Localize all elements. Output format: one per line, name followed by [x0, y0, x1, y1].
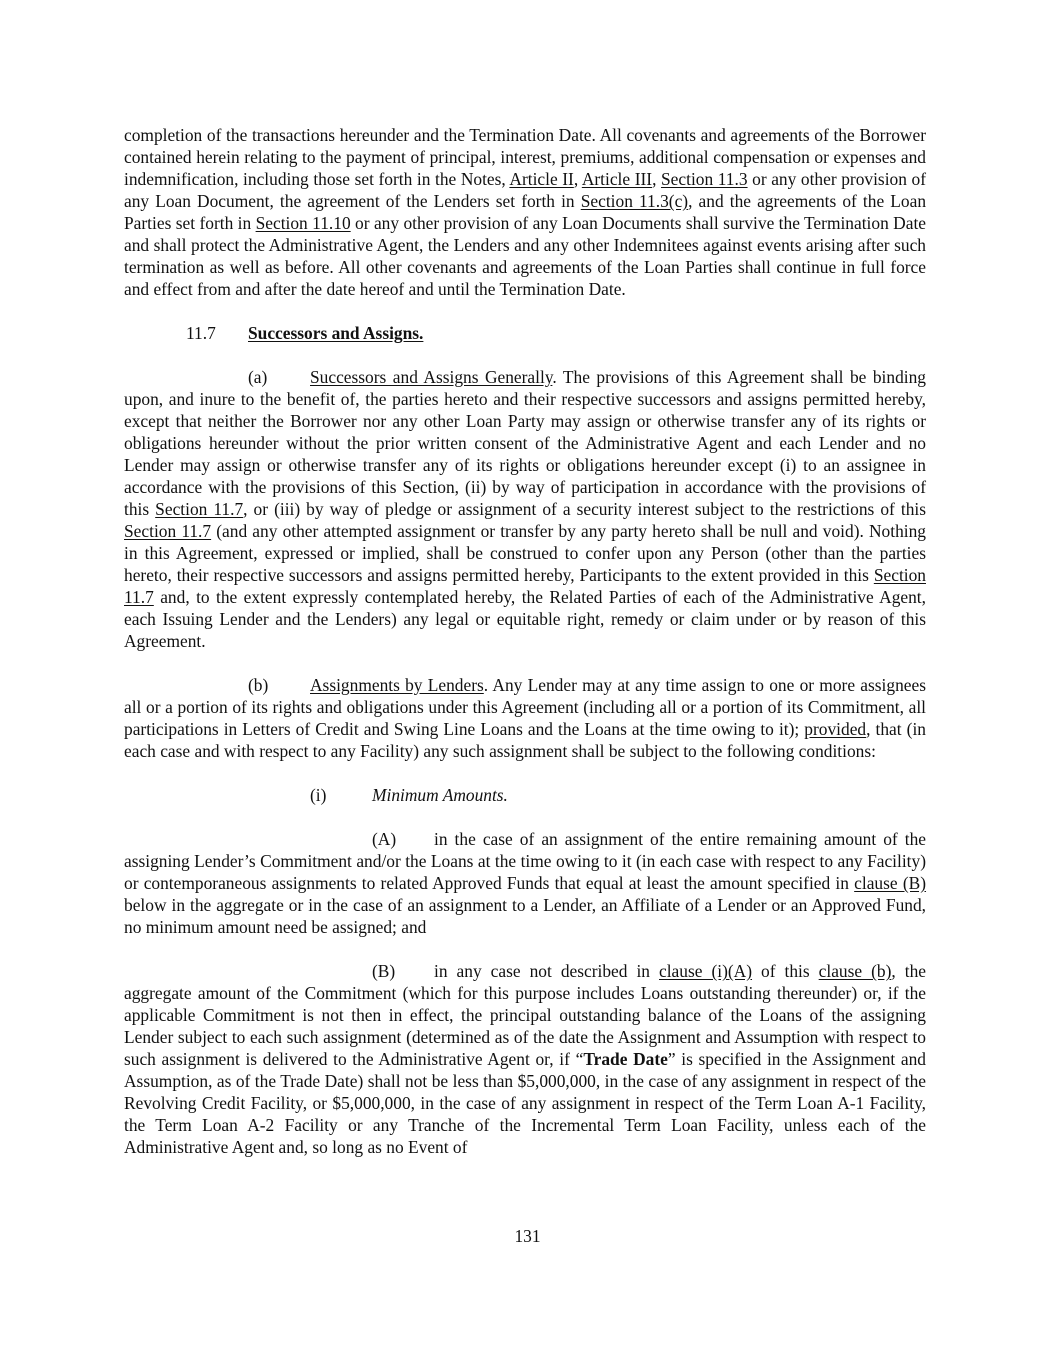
- ref-clause-b: clause (B): [854, 873, 927, 893]
- term-trade-date: Trade Date: [583, 1049, 668, 1069]
- page-number: 131: [514, 1226, 541, 1246]
- label-i: (i): [310, 785, 327, 805]
- ref-section-11-3: Section 11.3: [661, 169, 748, 189]
- ref-article-iii: Article III: [581, 169, 653, 189]
- heading-successors-generally: Successors and Assigns Generally: [310, 367, 553, 387]
- label-B: (B): [372, 961, 396, 981]
- ref-section-11-7: Section 11.7: [124, 565, 926, 607]
- heading-assignments-by-lenders: Assignments by Lenders: [310, 675, 484, 695]
- paragraph-survival: completion of the transactions hereunder and the Termination Date. All covenants and agreements of the Borrower contained herein relating to the payment of principal, interest, premiums, additional compensation or expenses and indemnification, including those set forth in the Notes, Article II, Article III, Section 11.3 or any other provision of any Loan Document, the agreement of the Lenders set forth in Section 11.3(c), and the agreements of the Loan Parties set forth in Section 11.10 or any other provision of any Loan Documents shall survive the Termination Date and shall protect the Administrative Agent, the Lenders and any other Indemnitees against events arising after such termination as well as before. All other covenants and agreements of the Loan Parties shall continue in full force and effect from and after the date hereof and until the Termination Date.: [124, 125, 927, 299]
- ref-section-11-10: Section 11.10: [255, 213, 351, 233]
- label-A: (A): [372, 829, 397, 849]
- term-provided: provided: [804, 719, 867, 739]
- ref-section-11-7: Section 11.7: [124, 521, 212, 541]
- paragraph-a: (a) Successors and Assigns Generally. The provisions of this Agreement shall be binding upon, and inure to the benefit of, the parties hereto and their respective successors and assigns permitted hereby, except that neither the Borrower nor any other Loan Party may assign or otherwise transfer any of its rights or obligations hereunder without the prior written consent of the Administrative Agent and each Lender and no Lender may assign or otherwise transfer any of its rights or obligations hereunder except (i) to an assignee in accordance with the provisions of this Section, (ii) by way of participation in accordance with the provisions of this Section 11.7, or (iii) by way of pledge or assignment of a security interest subject to the restrictions of this Section 11.7 (and any other attempted assignment or transfer by any party hereto shall be null and void). Nothing in this Agreement, expressed or implied, shall be construed to confer upon any Person (other than the parties hereto, their respective successors and assigns permitted hereby, Participants to the extent provided in this Section 11.7 and, to the extent expressly contemplated hereby, the Related Parties of each of the Administrative Agent, each Issuing Lender and the Lenders) any legal or equitable right, remedy or claim under or by reason of this Agreement.: [124, 367, 926, 651]
- ref-clause-i-a: clause (i)(A): [659, 961, 753, 981]
- paragraph-A: (A) in the case of an assignment of the entire remaining amount of the assigning Lender’s Commitment and/or the Loans at the time owing to it (in each case with respect to any Facility) or contemporaneous assignments to related Approved Funds that equal at least the amount specified in clause (B) below in the aggregate or in the case of an assignment to a Lender, an Affiliate of a Lender or an Approved Fund, no minimum amount need be assigned; and: [124, 829, 927, 937]
- section-title: Successors and Assigns.: [248, 323, 424, 343]
- label-a: (a): [248, 367, 268, 387]
- section-number: 11.7: [186, 323, 216, 343]
- paragraph-i: [124, 784, 926, 806]
- document-body: [124, 124, 926, 1158]
- paragraph-b: (b) Assignments by Lenders. Any Lender may at any time assign to one or more assignees all or a portion of its rights and obligations under this Agreement (including all or a portion of its Commitment, all participations in Letters of Credit and Swing Line Loans and the Loans at the time owing to it); provided, that (in each case and with respect to any Facility) any such assignment shall be subject to the following conditions:: [124, 675, 926, 761]
- ref-section-11-7: Section 11.7: [155, 499, 244, 519]
- paragraph-B: (B) in any case not described in clause (i)(A) of this clause (b), the aggregate amount of the Commitment (which for this purpose includes Loans outstanding thereunder) or, if the applicable Commitment is not then in effect, the principal outstanding balance of the Loans of the assigning Lender subject to each such assignment (determined as of the date the Assignment and Assumption with respect to such assignment is delivered to the Administrative Agent or, if “Trade Date” is specified in the Assignment and Assumption, as of the Trade Date) shall not be less than $5,000,000, in the case of any assignment in respect of the Revolving Credit Facility, or $5,000,000, in the case of any assignment in respect of the Term Loan A-1 Facility, the Term Loan A-2 Facility or any Tranche of the Incremental Term Loan Facility, unless each of the Administrative Agent and, so long as no Event of: [124, 961, 927, 1157]
- ref-section-11-3c: Section 11.3(c): [580, 191, 689, 211]
- heading-minimum-amounts: Minimum Amounts.: [372, 785, 508, 805]
- ref-article-ii: Article II: [509, 169, 574, 189]
- label-b: (b): [248, 675, 269, 695]
- section-heading: [124, 322, 926, 344]
- ref-clause-b: clause (b): [818, 961, 892, 981]
